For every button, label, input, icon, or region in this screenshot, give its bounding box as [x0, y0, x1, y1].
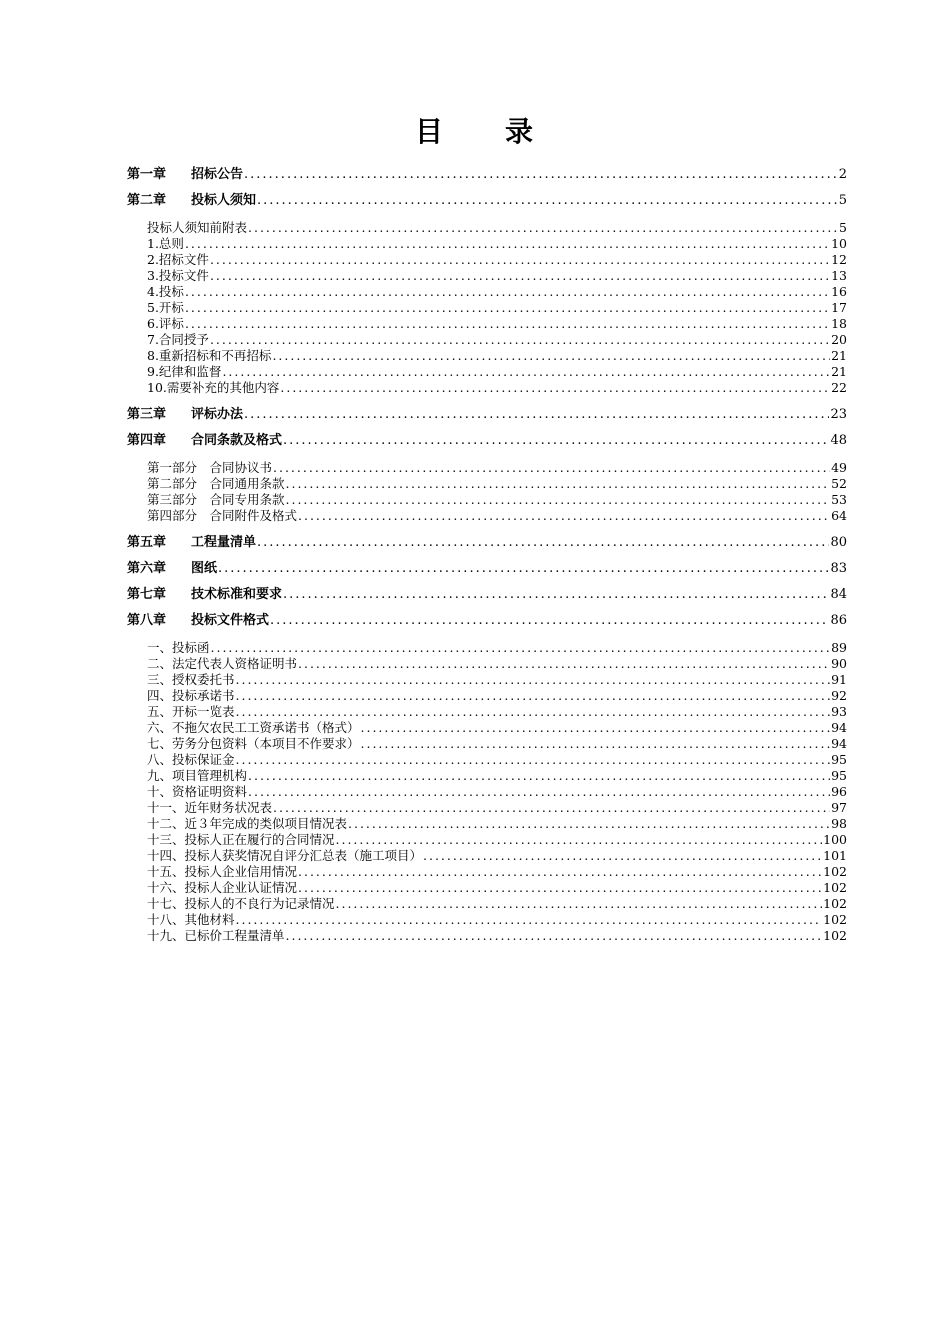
- dot-leader: [236, 688, 831, 704]
- toc-entry-label: [127, 428, 282, 454]
- toc-section-entry[interactable]: [127, 460, 847, 476]
- chapter-number: 第六章: [127, 561, 167, 576]
- toc-section-entry[interactable]: [127, 672, 847, 688]
- chapter-number: 第七章: [127, 587, 167, 602]
- dot-leader: [286, 476, 831, 492]
- toc-page-number: 16: [831, 284, 847, 299]
- toc-entry-text: 工程量清单: [191, 535, 257, 550]
- toc-entry-label: [147, 236, 184, 252]
- dot-leader: [236, 704, 831, 720]
- toc-section-entry[interactable]: [127, 640, 847, 656]
- toc-page-number: 49: [831, 460, 847, 475]
- toc-page-number: 100: [823, 832, 847, 847]
- toc-entry-label: [147, 460, 272, 476]
- toc-section-entry[interactable]: [127, 816, 847, 832]
- toc-entry-text: 十九、已标价工程量清单: [147, 928, 285, 943]
- toc-page-number: 21: [831, 348, 847, 363]
- dot-leader: [236, 912, 823, 928]
- toc-entry-text: 9.纪律和监督: [147, 364, 222, 379]
- toc-page-number: 102: [823, 896, 847, 911]
- toc-chapter-entry[interactable]: [127, 582, 847, 608]
- toc-entry-label: [147, 656, 297, 672]
- toc-entry-text: 投标人须知: [191, 193, 257, 208]
- toc-page-number: 98: [831, 816, 847, 831]
- dot-leader: [218, 556, 829, 582]
- toc-entry-text: 6.评标: [147, 316, 184, 331]
- toc-entry-label: [127, 556, 217, 582]
- dot-leader: [185, 236, 830, 252]
- toc-section-entry[interactable]: [127, 832, 847, 848]
- toc-entry-label: [127, 402, 243, 428]
- toc-entry-label: [147, 476, 285, 492]
- toc-page-number: 94: [831, 736, 847, 751]
- toc-page-number: 53: [831, 492, 847, 507]
- page-title: 目 录: [414, 115, 535, 148]
- chapter-number: 第八章: [127, 613, 167, 628]
- toc-entry-text: 4.投标: [147, 284, 184, 299]
- dot-leader: [283, 428, 829, 454]
- toc-entry-label: [147, 752, 235, 768]
- toc-section-entry[interactable]: [127, 656, 847, 672]
- toc-entry-label: [127, 582, 282, 608]
- toc-entry-label: [147, 880, 297, 896]
- toc-entry-text: 第四部分 合同附件及格式: [147, 508, 298, 523]
- toc-entry-label: [147, 672, 235, 688]
- toc-entry-text: 8.重新招标和不再招标: [147, 348, 272, 363]
- toc-page-number: 21: [831, 364, 847, 379]
- toc-entry-text: 1.总则: [147, 236, 184, 251]
- toc-page-number: 91: [831, 672, 847, 687]
- toc-section-entry[interactable]: [127, 332, 847, 348]
- toc-page-number: 102: [823, 864, 847, 879]
- toc-page-number: 89: [831, 640, 847, 655]
- dot-leader: [236, 672, 831, 688]
- chapter-number: 第二章: [127, 193, 167, 208]
- toc-section-entry[interactable]: [127, 880, 847, 896]
- toc-section-entry[interactable]: [127, 784, 847, 800]
- toc-page-number: 52: [831, 476, 847, 491]
- dot-leader: [236, 752, 831, 768]
- toc-page-number: 102: [823, 880, 847, 895]
- toc-entry-label: [147, 252, 209, 268]
- toc-entry-label: [147, 848, 422, 864]
- chapter-number: 第五章: [127, 535, 167, 550]
- dot-leader: [286, 492, 831, 508]
- toc-entry-text: 十四、投标人获奖情况自评分汇总表（施工项目）: [147, 848, 423, 863]
- toc-page-number: 84: [830, 587, 847, 602]
- toc-section-entry[interactable]: [127, 316, 847, 332]
- toc-page-number: 48: [830, 433, 847, 448]
- toc-section-entry[interactable]: [127, 864, 847, 880]
- dot-leader: [336, 832, 823, 848]
- dot-leader: [185, 316, 830, 332]
- toc-section-entry[interactable]: [127, 928, 847, 944]
- dot-leader: [298, 508, 830, 524]
- dot-leader: [248, 220, 838, 236]
- toc-page-number: 17: [831, 300, 847, 315]
- toc-chapter-entry[interactable]: [127, 608, 847, 634]
- toc-entry-label: [127, 530, 256, 556]
- toc-section-entry[interactable]: [127, 688, 847, 704]
- toc-entry-label: [147, 348, 271, 364]
- dot-leader: [283, 582, 829, 608]
- toc-entry-text: 招标公告: [191, 167, 244, 182]
- toc-entry-label: [147, 736, 360, 752]
- toc-entry-label: [147, 928, 285, 944]
- toc-section-entry[interactable]: [127, 476, 847, 492]
- toc-entry-text: 十五、投标人企业信用情况: [147, 864, 298, 879]
- toc-entry-text: 七、劳务分包资料（本项目不作要求）: [147, 736, 360, 751]
- toc-entry-label: [147, 220, 247, 236]
- toc-entry-text: 投标文件格式: [191, 613, 270, 628]
- toc-entry-text: 十六、投标人企业认证情况: [147, 880, 298, 895]
- toc-page-number: 83: [830, 561, 847, 576]
- toc-entry-text: 7.合同授予: [147, 332, 209, 347]
- toc-entry-text: 一、投标函: [147, 640, 210, 655]
- toc-entry-text: 2.招标文件: [147, 252, 209, 267]
- toc-entry-text: 十二、近３年完成的类似项目情况表: [147, 816, 348, 831]
- toc-entry-label: [147, 316, 184, 332]
- toc-page-number: 13: [831, 268, 847, 283]
- toc-page-number: 22: [831, 380, 847, 395]
- toc-section-entry[interactable]: [127, 736, 847, 752]
- toc-page-number: 94: [831, 720, 847, 735]
- toc-page-number: 86: [830, 613, 847, 628]
- toc-entry-text: 十八、其他材料: [147, 912, 235, 927]
- dot-leader: [270, 608, 829, 634]
- toc-entry-text: 第二部分 合同通用条款: [147, 476, 285, 491]
- toc-entry-label: [147, 720, 360, 736]
- toc-entry-label: [147, 332, 209, 348]
- dot-leader: [348, 816, 830, 832]
- toc-entry-text: 评标办法: [191, 407, 244, 422]
- toc-entry-text: 十一、近年财务状况表: [147, 800, 273, 815]
- toc-page-number: 5: [839, 220, 847, 235]
- toc-entry-text: 二、法定代表人资格证明书: [147, 656, 298, 671]
- toc-page-number: 10: [831, 236, 847, 251]
- toc-entry-label: [147, 832, 335, 848]
- chapter-number: 第一章: [127, 167, 167, 182]
- toc-section-entry[interactable]: [127, 720, 847, 736]
- toc-entry-label: [147, 688, 235, 704]
- dot-leader: [286, 928, 823, 944]
- toc-entry-label: [147, 704, 235, 720]
- chapter-number: 第三章: [127, 407, 167, 422]
- toc-page-number: 93: [831, 704, 847, 719]
- toc-entry-text: 合同条款及格式: [191, 433, 283, 448]
- toc-entry-label: [147, 912, 235, 928]
- toc-section-entry[interactable]: [127, 348, 847, 364]
- toc-entry-label: [147, 268, 209, 284]
- toc-chapter-entry[interactable]: [127, 530, 847, 556]
- dot-leader: [280, 380, 830, 396]
- toc-page-number: 102: [823, 928, 847, 943]
- toc-page-number: 101: [823, 848, 847, 863]
- toc-entry-label: [147, 640, 210, 656]
- toc-entry-label: [147, 816, 347, 832]
- dot-leader: [257, 188, 838, 214]
- toc-entry-label: [147, 300, 184, 316]
- toc-entry-text: 十三、投标人正在履行的合同情况: [147, 832, 335, 847]
- toc-entry-text: 九、项目管理机构: [147, 768, 248, 783]
- toc-entry-text: 第一部分 合同协议书: [147, 460, 273, 475]
- toc-page-number: 97: [831, 800, 847, 815]
- toc-page-number: 2: [838, 167, 847, 182]
- toc-page-number: 80: [830, 535, 847, 550]
- toc-entry-label: [147, 784, 247, 800]
- toc-entry-label: [147, 800, 272, 816]
- dot-leader: [298, 864, 822, 880]
- toc-entry-text: 五、开标一览表: [147, 704, 235, 719]
- toc-chapter-entry[interactable]: [127, 188, 847, 214]
- toc-chapter-entry[interactable]: [127, 556, 847, 582]
- toc-entry-label: [147, 768, 247, 784]
- toc-page-number: 5: [838, 193, 847, 208]
- toc-entry-label: [127, 162, 243, 188]
- toc-chapter-entry[interactable]: [127, 162, 847, 188]
- dot-leader: [336, 896, 823, 912]
- dot-leader: [248, 768, 830, 784]
- dot-leader: [298, 656, 830, 672]
- toc-entry-label: [147, 864, 297, 880]
- toc-entry-text: 图纸: [191, 561, 218, 576]
- toc-entry-text: 八、投标保证金: [147, 752, 235, 767]
- toc-page-number: 23: [830, 407, 847, 422]
- toc-entry-label: [147, 284, 184, 300]
- dot-leader: [244, 162, 838, 188]
- dot-leader: [361, 736, 831, 752]
- dot-leader: [210, 252, 830, 268]
- toc-section-entry[interactable]: [127, 236, 847, 252]
- toc-section-entry[interactable]: [127, 252, 847, 268]
- dot-leader: [185, 300, 830, 316]
- toc-page-number: 92: [831, 688, 847, 703]
- toc-entry-text: 十、资格证明资料: [147, 784, 248, 799]
- chapter-number: 第四章: [127, 433, 167, 448]
- toc-entry-label: [127, 188, 256, 214]
- toc-page-number: 95: [831, 768, 847, 783]
- toc-entry-text: 第三部分 合同专用条款: [147, 492, 285, 507]
- toc-entry-text: 投标人须知前附表: [147, 220, 248, 235]
- toc-section-entry[interactable]: [127, 896, 847, 912]
- dot-leader: [361, 720, 831, 736]
- toc-entry-text: 技术标准和要求: [191, 587, 283, 602]
- dot-leader: [298, 880, 822, 896]
- dot-leader: [211, 640, 831, 656]
- toc-section-entry[interactable]: [127, 492, 847, 508]
- dot-leader: [222, 364, 830, 380]
- dot-leader: [210, 332, 830, 348]
- dot-leader: [423, 848, 822, 864]
- toc-page-number: 20: [831, 332, 847, 347]
- toc-entry-label: [147, 364, 221, 380]
- table-of-contents: [127, 162, 847, 944]
- toc-chapter-entry[interactable]: [127, 428, 847, 454]
- toc-section-entry[interactable]: [127, 380, 847, 396]
- toc-section-entry[interactable]: [127, 768, 847, 784]
- dot-leader: [248, 784, 830, 800]
- toc-entry-label: [147, 896, 335, 912]
- dot-leader: [272, 348, 830, 364]
- toc-section-entry[interactable]: [127, 704, 847, 720]
- toc-section-entry[interactable]: [127, 848, 847, 864]
- toc-entry-text: 10.需要补充的其他内容: [147, 380, 280, 395]
- toc-entry-label: [147, 508, 297, 524]
- toc-chapter-entry[interactable]: [127, 402, 847, 428]
- dot-leader: [257, 530, 829, 556]
- toc-section-entry[interactable]: [127, 284, 847, 300]
- toc-entry-label: [147, 492, 285, 508]
- dot-leader: [273, 800, 830, 816]
- toc-section-entry[interactable]: [127, 508, 847, 524]
- toc-page-number: 95: [831, 752, 847, 767]
- toc-entry-text: 四、投标承诺书: [147, 688, 235, 703]
- toc-section-entry[interactable]: [127, 364, 847, 380]
- toc-entry-text: 三、授权委托书: [147, 672, 235, 687]
- toc-page-number: 12: [831, 252, 847, 267]
- toc-section-entry[interactable]: [127, 268, 847, 284]
- toc-page-number: 96: [831, 784, 847, 799]
- toc-entry-label: [127, 608, 269, 634]
- toc-section-entry[interactable]: [127, 300, 847, 316]
- dot-leader: [185, 284, 830, 300]
- toc-page-number: 64: [831, 508, 847, 523]
- toc-entry-text: 六、不拖欠农民工工资承诺书（格式）: [147, 720, 360, 735]
- toc-page-number: 102: [823, 912, 847, 927]
- toc-entry-text: 十七、投标人的不良行为记录情况: [147, 896, 335, 911]
- toc-entry-text: 5.开标: [147, 300, 184, 315]
- toc-page-number: 18: [831, 316, 847, 331]
- dot-leader: [210, 268, 830, 284]
- toc-entry-label: [147, 380, 279, 396]
- dot-leader: [244, 402, 829, 428]
- toc-page-number: 90: [831, 656, 847, 671]
- toc-section-entry[interactable]: [127, 800, 847, 816]
- toc-section-entry[interactable]: [127, 220, 847, 236]
- dot-leader: [273, 460, 830, 476]
- toc-entry-text: 3.投标文件: [147, 268, 209, 283]
- toc-section-entry[interactable]: [127, 912, 847, 928]
- toc-section-entry[interactable]: [127, 752, 847, 768]
